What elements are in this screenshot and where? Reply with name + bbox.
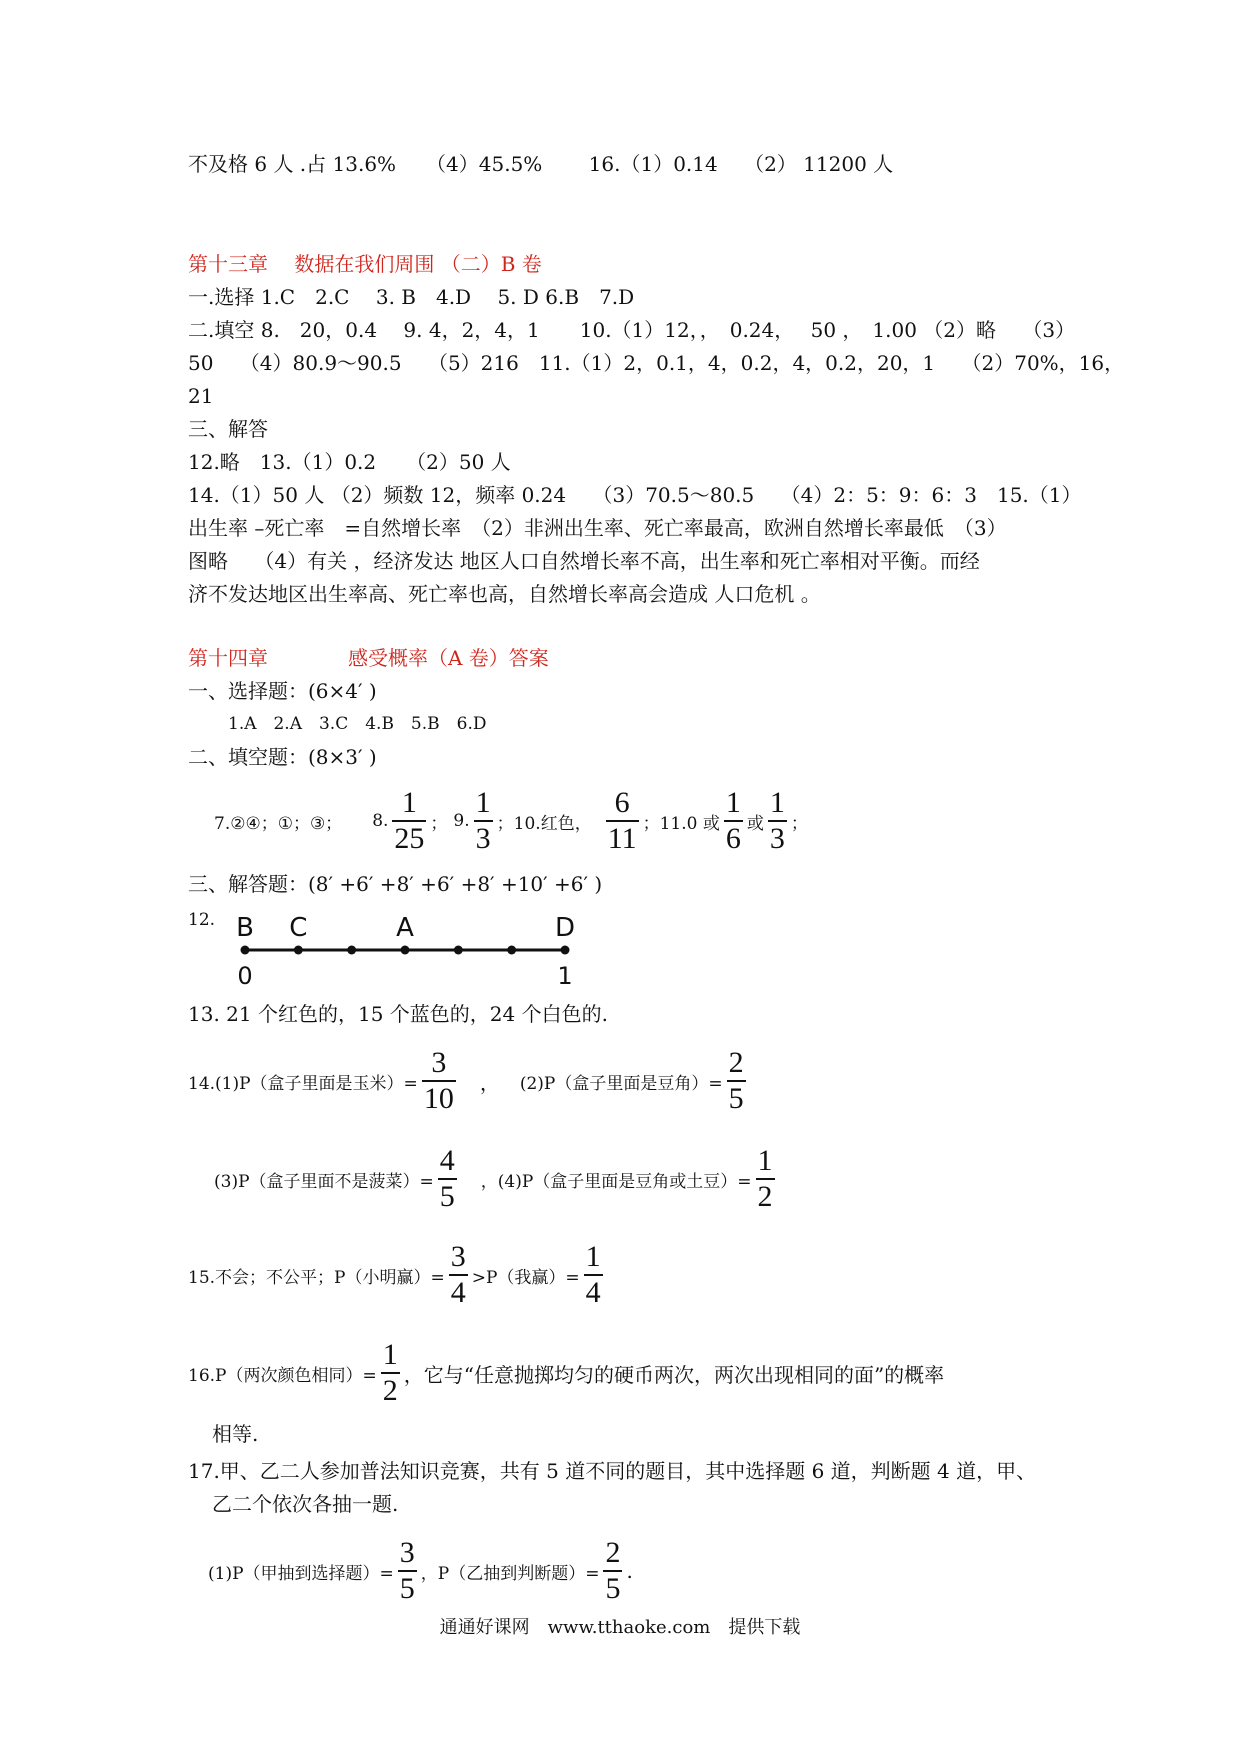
q11b-fraction xyxy=(768,786,787,856)
q16-tail: ，它与“任意抛掷均匀的硬币两次，两次出现相同的面”的概率 xyxy=(403,1362,945,1387)
q14-separator: ， xyxy=(479,1070,500,1095)
q14-row-1 xyxy=(188,1046,750,1116)
q11-or: 或 xyxy=(746,813,764,834)
denominator: 2 xyxy=(382,1374,398,1407)
q15-text: 15.不会；不公平；P（小明赢）= xyxy=(188,1267,445,1288)
q8-label: 8. xyxy=(372,811,389,831)
number-line-letter: A xyxy=(396,913,414,943)
denominator: 6 xyxy=(725,822,741,855)
q17-end: . xyxy=(626,1559,633,1583)
q14c-fraction xyxy=(438,1144,457,1214)
number-line-point xyxy=(294,946,303,955)
q15-mid: >P（我赢）= xyxy=(471,1267,580,1288)
number-line-letter: C xyxy=(289,913,308,943)
q15b-fraction xyxy=(584,1240,603,1310)
denominator: 4 xyxy=(585,1276,601,1309)
q14-row-2 xyxy=(214,1144,779,1214)
answer-line-top: 不及格 6 人 .占 13.6% （4）45.5% 16.（1）0.14 （2） 11200 人 xyxy=(188,152,894,176)
number-line-point xyxy=(347,946,356,955)
numerator: 3 xyxy=(450,1240,466,1273)
section-fill-heading: 二、填空题：(8×3′ ) xyxy=(188,745,377,769)
q9-label: 9. xyxy=(453,811,470,831)
denominator: 25 xyxy=(394,822,425,855)
number-line-tick-label: 0 xyxy=(237,962,253,990)
numerator: 6 xyxy=(614,786,630,819)
numerator: 1 xyxy=(757,1144,773,1177)
q17-line-1: 17.甲、乙二人参加普法知识竞赛，共有 5 道不同的题目，其中选择题 6 道，判断题 4 道，甲、 xyxy=(188,1459,1037,1483)
denominator: 5 xyxy=(399,1572,415,1605)
ch13-line: 图略 （4）有关 ，经济发达 地区人口自然增长率不高，出生率和死亡率相对平衡。而经 xyxy=(188,549,980,573)
denominator: 11 xyxy=(607,822,637,855)
ch13-line: 二.填空 8. 20，0.4 9. 4，2，4，1 10.（1）12，， 0.24， 50 ， 1.00 （2）略 （3） xyxy=(188,318,1076,342)
ch13-line: 济不发达地区出生率高、死亡率也高，自然增长率高会造成 人口危机 。 xyxy=(188,582,821,606)
q7-answer: 7.②④；①；③； xyxy=(214,813,343,834)
q16-row xyxy=(188,1338,944,1408)
numerator: 4 xyxy=(439,1144,455,1177)
denominator: 5 xyxy=(439,1180,455,1213)
numerator: 1 xyxy=(725,786,741,819)
ch13-line: 出生率 –死亡率 =自然增长率 （2）非洲出生率、死亡率最高，欧洲自然增长率最低 （3） xyxy=(188,516,1007,540)
q14d-fraction xyxy=(756,1144,775,1214)
q17b-fraction xyxy=(603,1536,622,1606)
q14c-text: (3)P（盒子里面不是菠菜）= xyxy=(214,1171,434,1192)
q14d-text: ，(4)P（盒子里面是豆角或土豆）= xyxy=(480,1171,752,1192)
q17-mid: ，P（乙抽到判断题）= xyxy=(420,1563,600,1584)
number-line-letter: D xyxy=(554,913,576,943)
q16-fraction xyxy=(381,1338,400,1408)
denominator: 5 xyxy=(605,1572,621,1605)
number-line-point xyxy=(401,946,410,955)
choice-answers: 1.A 2.A 3.C 4.B 5.B 6.D xyxy=(228,714,487,734)
numerator: 3 xyxy=(431,1046,447,1079)
q14a-fraction xyxy=(422,1046,456,1116)
numerator: 1 xyxy=(401,786,417,819)
q16-text: 16.P（两次颜色相同）= xyxy=(188,1365,377,1386)
fill-answers-row xyxy=(214,786,808,856)
denominator: 2 xyxy=(757,1180,773,1213)
ch13-line: 14.（1）50 人 （2）频数 12，频率 0.24 （3）70.5～80.5 （4）2：5：9：6：3 15.（1） xyxy=(188,483,1082,507)
numerator: 1 xyxy=(769,786,785,819)
denominator: 5 xyxy=(728,1082,744,1115)
chapter-14-title: 第十四章 感受概率（A 卷）答案 xyxy=(188,646,549,670)
q8-fraction xyxy=(392,786,426,856)
ch13-line: 三、解答 xyxy=(188,417,268,441)
q10-fraction xyxy=(606,786,639,856)
q17a-text: (1)P（甲抽到选择题）= xyxy=(208,1563,394,1584)
page-footer: 通通好课网 www.tthaoke.com 提供下载 xyxy=(439,1617,801,1638)
numerator: 2 xyxy=(728,1046,744,1079)
numerator: 1 xyxy=(585,1240,601,1273)
fill-end: ； xyxy=(790,813,808,834)
q15-row xyxy=(188,1240,607,1310)
number-line-point xyxy=(561,946,570,955)
denominator: 4 xyxy=(450,1276,466,1309)
q13-answer: 13. 21 个红色的，15 个蓝色的，24 个白色的. xyxy=(188,1002,608,1026)
q14a-text: 14.(1)P（盒子里面是玉米）= xyxy=(188,1073,418,1094)
q17-row xyxy=(208,1536,633,1606)
q9-fraction xyxy=(474,786,493,856)
number-line-letter: B xyxy=(236,913,254,943)
separator: ； xyxy=(430,813,448,834)
denominator: 3 xyxy=(475,822,491,855)
ch13-line: 21 xyxy=(188,384,214,408)
numerator: 1 xyxy=(382,1338,398,1371)
q11-label: ；11.0 或 xyxy=(642,813,720,834)
ch13-line: 12.略 13.（1）0.2 （2）50 人 xyxy=(188,450,511,474)
q17-line-2: 乙二个依次各抽一题. xyxy=(212,1492,399,1516)
q10-label: ；10.红色， xyxy=(496,813,592,834)
numerator: 1 xyxy=(475,786,491,819)
chapter-13-title: 第十三章 数据在我们周围 （二）B 卷 xyxy=(188,252,542,276)
number-line-diagram xyxy=(230,905,590,995)
q15a-fraction xyxy=(449,1240,468,1310)
q11a-fraction xyxy=(724,786,743,856)
ch13-line: 50 （4）80.9～90.5 （5）216 11.（1）2，0.1，4，0.2，4，0.2，20，1 （2）70%，16， xyxy=(188,351,1125,375)
number-line-point xyxy=(241,946,250,955)
section-solve-heading: 三、解答题：(8′ +6′ +8′ +6′ +8′ +10′ +6′ ) xyxy=(188,872,603,896)
section-choice-heading: 一、选择题：(6×4′ ) xyxy=(188,679,377,703)
q14b-fraction xyxy=(727,1046,746,1116)
q14b-text: (2)P（盒子里面是豆角）= xyxy=(519,1073,723,1094)
number-line-point xyxy=(507,946,516,955)
numerator: 3 xyxy=(399,1536,415,1569)
numerator: 2 xyxy=(605,1536,621,1569)
denominator: 10 xyxy=(423,1082,454,1115)
number-line-point xyxy=(454,946,463,955)
denominator: 3 xyxy=(769,822,785,855)
q12-label: 12. xyxy=(188,910,216,930)
number-line-tick-label: 1 xyxy=(557,962,573,990)
ch13-line: 一.选择 1.C 2.C 3. B 4.D 5. D 6.B 7.D xyxy=(188,285,635,309)
q16-continuation: 相等. xyxy=(212,1422,259,1446)
q17a-fraction xyxy=(398,1536,417,1606)
